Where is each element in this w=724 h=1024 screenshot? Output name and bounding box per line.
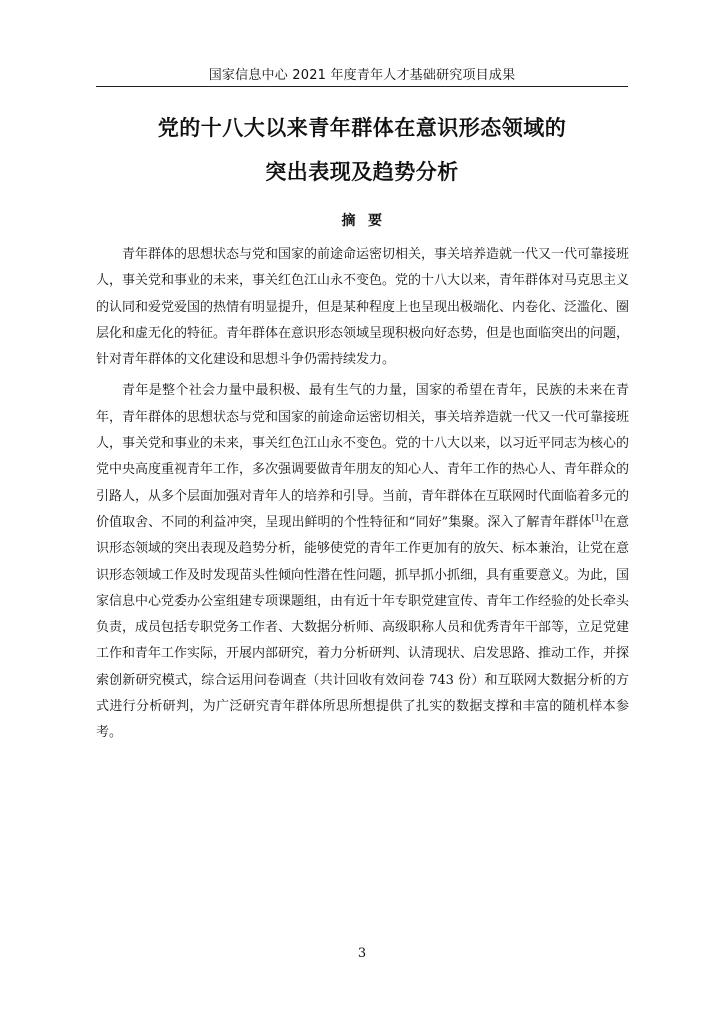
header-rule xyxy=(96,86,628,87)
abstract-heading-char-1: 摘 xyxy=(341,213,356,229)
paragraph-2-text-start: 青年是整个社会力量中最积极、最有生气的力量，国家的希望在青年，民族的未来在青年，青年群体的思想状态与党和国家的前途命运密切相关，事关培养造就一代又一代可靠接班人，事关党和事业的未来，事关红色江山永不变色。党的十八大以来，以习近平同志为核心的党中央高度重视青年工作，多次强调要做青年朋友的知心人、青年工作的热心人、青年群众的引路人，从多个层面加强对青年人的培养和引导。当前，青年群体在互联网时代面临着多元的价值取舍、不同的利益冲突，呈现出鲜明的个性特征和“同好”集聚。深入了解青年群体 xyxy=(96,383,630,530)
abstract-heading-char-2: 要 xyxy=(368,213,383,229)
paragraph-2-text-end: 在意识形态领域的突出表现及趋势分析，能够使党的青年工作更加有的放矢、标本兼治，让党在意识形态领域工作及时发现苗头性倾向性潜在性问题，抓早抓小抓细，具有重要意义。为此，国家信息中心党委办公室组建专项课题组，由有近十年专职党建宣传、青年工作经验的处长牵头负责，成员包括专职党务工作者、大数据分析师、高级职称人员和优秀青年干部等，立足党建工作和青年工作实际，开展内部研究，着力分析研判、认清现状、启发思路、推动工作，并探索创新研究模式，综合运用问卷调查（共计回收有效问卷 743 份）和互联网大数据分析的方式进行分析研判，为广泛研究青年群体所思所想提供了扎实的数据支撑和丰富的随机样本参考。 xyxy=(96,514,630,741)
abstract-paragraph-2 xyxy=(96,378,629,746)
abstract-paragraph-1: 青年群体的思想状态与党和国家的前途命运密切相关，事关培养造就一代又一代可靠接班人，事关党和事业的未来，事关红色江山永不变色。党的十八大以来，青年群体对马克思主义的认同和爱党爱国的热情有明显提升，但是某种程度上也呈现出极端化、内卷化、泛滥化、圈层化和虚无化的特征。青年群体在意识形态领域呈现积极向好态势，但是也面临突出的问题，针对青年群体的文化建设和思想斗争仍需持续发力。 xyxy=(96,247,630,368)
abstract-heading xyxy=(96,210,628,230)
page-number: 3 xyxy=(357,946,367,961)
document-title-line-1: 党的十八大以来青年群体在意识形态领域的 xyxy=(157,116,567,140)
abstract-body xyxy=(96,242,629,752)
running-header: 国家信息中心 2021 年度青年人才基础研究项目成果 xyxy=(208,68,516,83)
document-title-line-2: 突出表现及趋势分析 xyxy=(265,160,459,184)
citation-reference: [1] xyxy=(591,513,603,523)
